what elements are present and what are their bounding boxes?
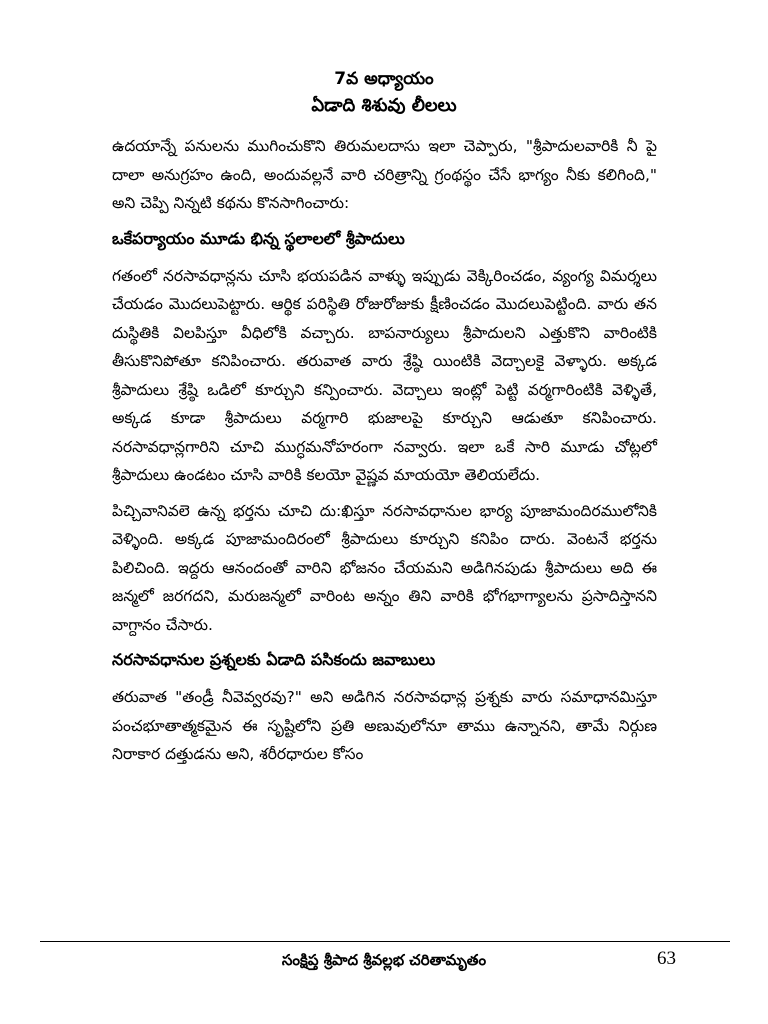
chapter-number: 7వ అధ్యాయం xyxy=(334,69,434,89)
body-text xyxy=(112,132,657,776)
intro-paragraph: ఉదయాన్నే పనులను ముగించుకొని తిరుమలదాసు ఇలా చెప్పారు, "శ్రీపాదులవారికి నీ పై దాలా అనుగ్రహం ఉంది, అందువల్లనే వారి చరిత్రాన్ని గ్రంథస్థం చేసే భాగ్యం నీకు కలిగింది," అని చెప్పి నిన్నటి కథను కొనసాగించారు: xyxy=(112,137,657,212)
footer-divider xyxy=(40,941,730,942)
page-number: 63 xyxy=(657,948,676,969)
paragraph-answers: తరువాత "తండ్రీ నీవెవ్వరవు?" అని అడిగిన నరసావధాన్ల ప్రశ్నకు వారు సమాధానమిస్తూ పంచభూతాత్మకమైన ఈ సృష్టిలోని ప్రతి అణువులోనూ తాము ఉన్నానని, తామే నిర్గుణ నిరాకార దత్తుడను అని, శరీరధారుల కోసం xyxy=(112,688,657,763)
footer-book-title: సంక్షిప్త శ్రీపాద శ్రీవల్లభ చరితామృతం xyxy=(281,951,487,969)
section-heading-three-places: ఒకేపర్యాయం మూడు భిన్న స్థలాలలో శ్రీపాదులు xyxy=(112,228,405,248)
paragraph-puja-room: పిచ్చివానివలె ఉన్న భర్తను చూచి దు:ఖిస్తూ నరసావధానుల భార్య పూజామందిరములోనికి వెళ్ళింది. అక్కడ పూజామందిరంలో శ్రీపాదులు కూర్చుని కనిపిం దారు. వెంటనే భర్తను పిలిచింది. ఇద్దరు ఆనందంతో వారిని భోజనం చేయమని అడిగినపుడు శ్రీపాదులు అది ఈ జన్మలో జరగదని, మరుజన్మలో వారింట అన్నం తిని వారికి భోగభాగ్యాలను ప్రసాదిస్తానని వాగ్దానం చేసారు. xyxy=(112,501,657,634)
paragraph-three-places: గతంలో నరసావధాన్లను చూసి భయపడిన వాళ్ళు ఇప్పుడు వెక్కిరించడం, వ్యంగ్య విమర్శలు చేయడం మొదలుపెట్టారు. ఆర్థిక పరిస్థితి రోజురోజుకు క్షీణించడం మొదలుపెట్టింది. వారు తన దుస్థితికి విలపిస్తూ వీధిలోకి వచ్చారు. బాపనార్యులు శ్రీపాదులని ఎత్తుకొని వారింటికి తీసుకొనిపోతూ కనిపించారు. తరువాత వారు శ్రేష్ఠి యింటికి వెద్చాలకై వెళ్ళారు. అక్కడ శ్రీపాదులు శ్రేష్ఠి ఒడిలో కూర్చుని కన్పించారు. వెద్చాలు ఇంట్లో పెట్టి వర్మగారింటికి వెళ్ళితే, అక్కడ కూడా శ్రీపాదులు వర్మగారి భుజాలపై కూర్చుని ఆడుతూ కనిపించారు. నరసావధాన్లగారిని చూచి ముగ్ధమనోహరంగా నవ్వారు. ఇలా ఒకే సారి మూడు చోట్లలో శ్రీపాదులు ఉండటం చూసి వారికి కలయో వైష్ణవ మాయయో తెలియలేదు. xyxy=(112,266,657,484)
section-heading-answers: నరసావధానుల ప్రశ్నలకు ఏడాది పసికందు జవాబులు xyxy=(112,650,436,669)
chapter-title: ఏడాది శిశువు లీలలు xyxy=(311,95,457,116)
